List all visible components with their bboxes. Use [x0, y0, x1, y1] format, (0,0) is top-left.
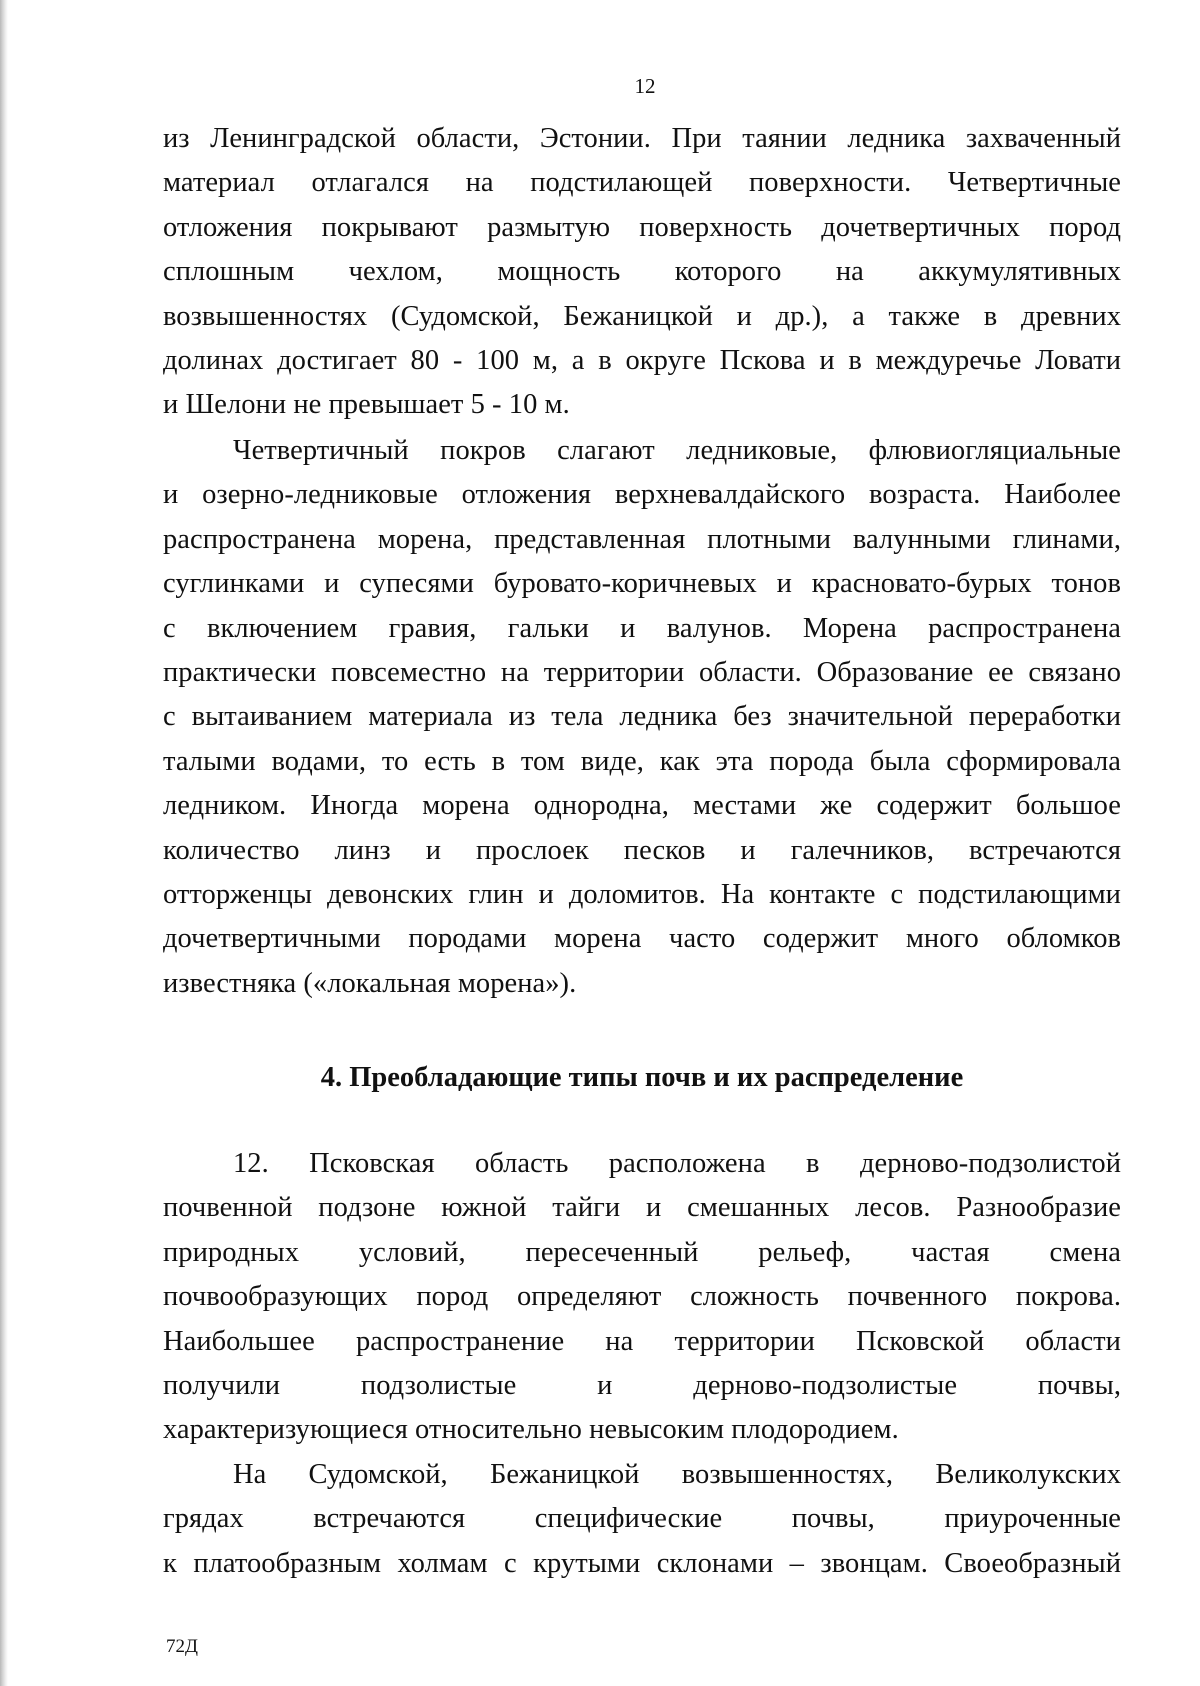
text-line: На Судомской, Бежаницкой возвышенностях, Великолукских	[233, 1459, 1121, 1490]
paragraph-1	[163, 117, 1121, 428]
text-line: почвообразующих пород определяют сложность почвенного покрова.	[163, 1281, 1121, 1313]
text-line: практически повсеместно на территории области. Образование ее связано	[163, 657, 1121, 689]
text-line: Четвертичный покров слагают ледниковые, флювиогляциальные	[233, 435, 1121, 466]
text-line: из Ленинградской области, Эстонии. При таянии ледника захваченный	[163, 123, 1121, 154]
text-line: Наибольшее распространение на территории Псковской области	[163, 1325, 1121, 1357]
text-line: ледником. Иногда морена однородна, местами же содержит большое	[163, 790, 1121, 822]
text-line: материал отлагался на подстилающей поверхности. Четвертичные	[163, 167, 1121, 199]
paragraph-3	[163, 1142, 1121, 1453]
text-line: сплошным чехлом, мощность которого на аккумулятивных	[163, 256, 1121, 288]
text-line: 12. Псковская область расположена в дерново-подзолистой	[233, 1148, 1121, 1179]
section-heading: 4. Преобладающие типы почв и их распределение	[320, 1062, 964, 1093]
text-line: к платообразным холмам с крутыми склонами – звонцам. Своеобразный	[163, 1547, 1121, 1579]
text-line: отложения покрывают размытую поверхность дочетвертичных пород	[163, 211, 1121, 243]
text-line: известняка («локальная морена»).	[163, 967, 577, 999]
page-number: 12	[634, 74, 656, 98]
text-line: получили подзолистые и дерново-подзолистые почвы,	[163, 1370, 1121, 1402]
text-line: количество линз и прослоек песков и галечников, встречаются	[163, 834, 1121, 866]
text-line: и озерно-ледниковые отложения верхневалдайского возраста. Наиболее	[163, 479, 1121, 511]
text-line: распространена морена, представленная плотными валунными глинами,	[163, 523, 1121, 555]
text-line: возвышенностях (Судомской, Бежаницкой и др.), а также в древних	[163, 300, 1121, 332]
text-line: природных условий, пересеченный рельеф, частая смена	[163, 1236, 1121, 1268]
text-line: отторженцы девонских глин и доломитов. На контакте с подстилающими	[163, 879, 1121, 911]
text-line: долинах достигает 80 - 100 м, а в округе Пскова и в междуречье Ловати	[163, 345, 1121, 377]
text-line: талыми водами, то есть в том виде, как эта порода была сформировала	[163, 745, 1121, 777]
text-line: характеризующиеся относительно невысоким плодородием.	[163, 1414, 899, 1446]
scan-edge	[0, 0, 8, 1686]
text-line: с включением гравия, гальки и валунов. Морена распространена	[163, 612, 1121, 644]
paragraph-4	[163, 1453, 1121, 1586]
text-line: с вытаиванием материала из тела ледника без значительной переработки	[163, 701, 1121, 733]
text-line: и Шелони не превышает 5 - 10 м.	[163, 389, 570, 421]
text-line: дочетвертичными породами морена часто содержит много обломков	[163, 923, 1121, 955]
text-line: почвенной подзоне южной тайги и смешанных лесов. Разнообразие	[163, 1192, 1121, 1224]
text-line: суглинками и супесями буровато-коричневых и красновато-бурых тонов	[163, 568, 1121, 600]
document-code: 72Д	[166, 1636, 198, 1657]
text-line: грядах встречаются специфические почвы, приуроченные	[163, 1503, 1121, 1535]
paragraph-2	[163, 429, 1121, 1006]
